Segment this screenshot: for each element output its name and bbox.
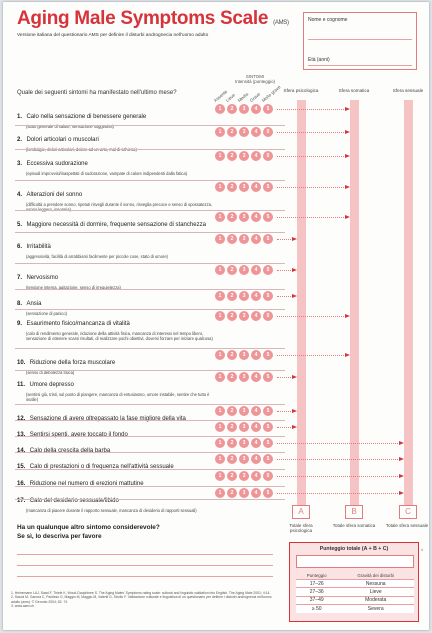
score-option-2[interactable]: 2	[227, 182, 237, 192]
score-option-3[interactable]: 3	[239, 372, 249, 382]
score-option-1[interactable]: 1	[215, 104, 225, 114]
score-option-3[interactable]: 3	[239, 422, 249, 432]
arrow-icon	[399, 491, 404, 495]
score-option-1[interactable]: 1	[215, 291, 225, 301]
score-option-4[interactable]: 4	[251, 350, 261, 360]
score-option-2[interactable]: 2	[227, 311, 237, 321]
arrow-icon	[399, 441, 404, 445]
arrow-icon	[292, 268, 297, 272]
score-option-5[interactable]: 5	[263, 265, 273, 275]
score-option-5[interactable]: 5	[263, 372, 273, 382]
level-assente: Assente	[212, 88, 229, 103]
page-title	[17, 8, 289, 30]
item-note: (sensazione di panico)	[26, 311, 67, 316]
score-option-4[interactable]: 4	[251, 234, 261, 244]
table-row	[296, 596, 414, 604]
score-option-4[interactable]: 4	[251, 265, 261, 275]
score-leader	[277, 187, 346, 188]
row-divider	[15, 452, 285, 453]
table-row	[296, 588, 414, 596]
answer-line-2[interactable]	[17, 565, 273, 566]
score-option-3[interactable]: 3	[239, 406, 249, 416]
row-divider	[15, 289, 285, 290]
score-option-4[interactable]: 4	[251, 438, 261, 448]
score-column-header: Punteggio	[306, 573, 327, 578]
answer-line-3[interactable]	[17, 576, 273, 577]
item-label: Calo nella sensazione di benessere generale	[26, 114, 147, 120]
level-media: Media	[236, 91, 250, 103]
list-item	[17, 455, 217, 473]
item-label: Dolori articolari o muscolari	[26, 137, 99, 143]
column-a	[297, 100, 306, 506]
total-c-letter: C	[399, 505, 417, 519]
item-label: Umore depresso	[29, 382, 74, 388]
score-option-5[interactable]: 5	[263, 471, 273, 481]
score-option-5[interactable]: 5	[263, 291, 273, 301]
score-option-4[interactable]: 4	[251, 488, 261, 498]
score-option-2[interactable]: 2	[227, 488, 237, 498]
item-number: 8.	[17, 301, 23, 307]
item-number: 1.	[17, 114, 23, 120]
name-label: Nome e cognome	[308, 17, 348, 23]
score-option-2[interactable]: 2	[227, 406, 237, 416]
row-divider	[15, 469, 285, 470]
score-option-5[interactable]: 5	[263, 406, 273, 416]
score-option-4[interactable]: 4	[251, 406, 261, 416]
score-option-1[interactable]: 1	[215, 182, 225, 192]
item-label: Nervosismo	[26, 275, 59, 281]
item-number: 9.	[17, 321, 23, 327]
symptoms-subtitle: Intensità (punteggio)	[234, 79, 276, 84]
item-label: Sentirsi spenti, avere toccato il fondo	[29, 432, 128, 438]
arrow-icon	[292, 375, 297, 379]
other-symptoms-question	[17, 523, 160, 541]
item-label: Maggiore necessità di dormire, frequente sensazione di stanchezza	[26, 222, 206, 228]
level-grave: Grave	[248, 91, 262, 103]
score-option-4[interactable]: 4	[251, 182, 261, 192]
item-label: Sensazione di avere oltrepassato la fase migliore della vita	[29, 416, 186, 422]
score-option-1[interactable]: 1	[215, 471, 225, 481]
sphere-sexual: Sfera sessuale	[392, 88, 424, 93]
row-divider	[15, 149, 285, 150]
score-option-1[interactable]: 1	[215, 234, 225, 244]
score-option-5[interactable]: 5	[263, 127, 273, 137]
score-leader	[277, 459, 400, 460]
total-a-letter: A	[292, 505, 310, 519]
arrow-icon	[345, 353, 350, 357]
score-option-2[interactable]: 2	[227, 127, 237, 137]
arrow-icon	[345, 130, 350, 134]
score-option-5[interactable]: 5	[263, 104, 273, 114]
score-option-4[interactable]: 4	[251, 454, 261, 464]
arrow-icon	[345, 107, 350, 111]
item-number: 10.	[17, 360, 26, 366]
score-leader	[277, 443, 400, 444]
score-option-2[interactable]: 2	[227, 212, 237, 222]
reference-1: 1. Heinemann LAJ, Saad F, Thiele K, Wood-Dauphinee S. The Aging Males' Symptoms rating scale: cultural and linguistic validation into English. The Aging Male 2001; 4:14-	[11, 591, 271, 595]
other-symptoms-line2: Se sì, lo descriva per favore	[17, 533, 102, 540]
score-option-1[interactable]: 1	[215, 454, 225, 464]
score-option-1[interactable]: 1	[215, 350, 225, 360]
severity-table	[296, 572, 414, 613]
score-option-3[interactable]: 3	[239, 311, 249, 321]
score-option-5[interactable]: 5	[263, 438, 273, 448]
score-option-2[interactable]: 2	[227, 104, 237, 114]
list-item	[17, 373, 217, 402]
total-score-field[interactable]	[296, 555, 414, 568]
score-option-3[interactable]: 3	[239, 212, 249, 222]
item-number: 13.	[17, 432, 26, 438]
sphere-somatic: Sfera somatica	[338, 88, 370, 93]
age-label: Età (anni)	[308, 57, 330, 63]
score-option-1[interactable]: 1	[215, 422, 225, 432]
arrow-icon	[292, 425, 297, 429]
item-label: Riduzione della forza muscolare	[29, 360, 116, 366]
sphere-psychological: Sfera psicologica	[283, 88, 319, 93]
title-suffix: (AMS)	[273, 20, 289, 26]
list-item	[17, 489, 217, 513]
score-option-5[interactable]: 5	[263, 151, 273, 161]
name-line[interactable]	[308, 39, 412, 40]
score-option-3[interactable]: 3	[239, 471, 249, 481]
score-range: 17–26	[296, 580, 337, 588]
score-leader	[277, 217, 346, 218]
item-label: Esaurimento fisico/mancanza di vitalità	[26, 321, 130, 327]
row-divider	[15, 263, 285, 264]
item-number: 12.	[17, 416, 26, 422]
score-option-3[interactable]: 3	[239, 438, 249, 448]
score-option-3[interactable]: 3	[239, 350, 249, 360]
item-number: 3.	[17, 161, 23, 167]
score-option-2[interactable]: 2	[227, 234, 237, 244]
score-option-1[interactable]: 1	[215, 438, 225, 448]
column-b	[350, 100, 359, 506]
score-option-3[interactable]: 3	[239, 151, 249, 161]
score-option-5[interactable]: 5	[263, 311, 273, 321]
item-note: (stato generale di salute, sensazione soggettiva)	[26, 124, 114, 129]
item-label: Irritabilità	[26, 244, 51, 250]
item-number: 16.	[17, 481, 26, 487]
list-item	[17, 351, 217, 375]
item-label: Eccessiva sudorazione	[26, 161, 88, 167]
arrow-icon	[345, 215, 350, 219]
severity-level: Moderata	[337, 596, 414, 604]
total-a-label: Totale sfera psicologica	[289, 523, 313, 534]
item-number: 5.	[17, 222, 23, 228]
score-leader	[277, 132, 346, 133]
score-leader	[277, 156, 346, 157]
arrow-icon	[345, 185, 350, 189]
row-divider	[15, 309, 285, 310]
item-note: (mancanza di piacere durante il rapporto sessuale, mancanza di desiderio di rapporti sessuali)	[26, 508, 197, 513]
list-item	[17, 312, 217, 341]
item-label: Alterazioni del sonno	[26, 192, 83, 198]
score-leader	[277, 296, 293, 297]
column-c	[404, 100, 413, 506]
score-option-2[interactable]: 2	[227, 471, 237, 481]
row-divider	[15, 404, 285, 405]
score-option-3[interactable]: 3	[239, 488, 249, 498]
score-option-4[interactable]: 4	[251, 212, 261, 222]
arrow-icon	[292, 237, 297, 241]
score-option-1[interactable]: 1	[215, 488, 225, 498]
score-leader	[277, 316, 346, 317]
list-item	[17, 152, 217, 176]
score-option-2[interactable]: 2	[227, 422, 237, 432]
item-note: (calo di rendimento generale, riduzione della attività fisica, mancanza di interessi nel tempo libero, sensazione di ottenere scarsi risultati, di realizzare pochi obiettivi, doversi forzare per iniziare qualcosa)	[26, 331, 213, 341]
row-divider	[15, 436, 285, 437]
page-number: 4	[420, 547, 423, 552]
severity-level: Lieve	[337, 588, 414, 596]
item-label: Riduzione nel numero di erezioni mattutine	[29, 481, 144, 487]
level-lieve: Lieve	[224, 92, 237, 103]
list-item	[17, 266, 217, 290]
table-row	[296, 580, 414, 588]
item-note: (senso di debolezza fisica)	[26, 370, 75, 375]
questionnaire-page	[3, 2, 429, 630]
score-option-1[interactable]: 1	[215, 406, 225, 416]
score-option-2[interactable]: 2	[227, 454, 237, 464]
list-item	[17, 183, 217, 212]
item-number: 4.	[17, 192, 23, 198]
score-option-4[interactable]: 4	[251, 471, 261, 481]
score-option-1[interactable]: 1	[215, 265, 225, 275]
score-option-5[interactable]: 5	[263, 212, 273, 222]
references	[11, 591, 281, 608]
score-option-5[interactable]: 5	[263, 182, 273, 192]
item-number: 7.	[17, 275, 23, 281]
item-number: 6.	[17, 244, 23, 250]
score-option-2[interactable]: 2	[227, 291, 237, 301]
level-molto-grave: Molto grave	[260, 84, 282, 103]
arrow-icon	[292, 294, 297, 298]
item-note: (episodi improvvisi/inaspettati di sudorazione, vampate di calore indipendenti dalla fatica)	[26, 171, 188, 176]
item-number: 17.	[17, 498, 26, 504]
item-note: (sentirsi giù, tristi, sul punto di piangere, mancanza di entusiasmo, umore instabile, sentire che tutto è inutile)	[26, 392, 210, 402]
item-label: Ansia	[26, 301, 42, 307]
total-c-label: Totale sfera sessuale	[385, 523, 429, 528]
item-note: (tensione interna, agitazione, senso di irrequietezza)	[26, 285, 121, 290]
score-leader	[277, 239, 293, 240]
age-line[interactable]	[308, 65, 412, 66]
score-option-1[interactable]: 1	[215, 372, 225, 382]
score-option-5[interactable]: 5	[263, 350, 273, 360]
main-question: Quale dei seguenti sintomi ha manifestato nell'ultimo mese?	[17, 90, 177, 96]
item-number: 11.	[17, 382, 26, 388]
score-range: 27–36	[296, 588, 337, 596]
row-divider	[15, 348, 285, 349]
row-divider	[15, 125, 285, 126]
score-leader	[277, 411, 293, 412]
list-item	[17, 213, 217, 231]
score-option-1[interactable]: 1	[215, 311, 225, 321]
score-option-4[interactable]: 4	[251, 291, 261, 301]
arrow-icon	[399, 474, 404, 478]
list-item	[17, 235, 217, 259]
score-leader	[277, 427, 293, 428]
score-option-1[interactable]: 1	[215, 212, 225, 222]
score-option-2[interactable]: 2	[227, 372, 237, 382]
score-option-2[interactable]: 2	[227, 151, 237, 161]
total-score-box	[289, 542, 419, 622]
arrow-icon	[345, 154, 350, 158]
score-option-3[interactable]: 3	[239, 182, 249, 192]
row-divider	[15, 232, 285, 233]
title-text: Aging Male Symptoms Scale	[17, 8, 269, 29]
reference-2: 2. Saccà M, Garcea C, Paolisso G, Maggio M, Maggio M, Valenti G, Strollo F. Validazione culturale e linguistica di un questionario per definire i disturbi andrognecia nell'uomo adulto (ams). © Geronto 2004; 52: 74	[11, 595, 272, 604]
score-option-4[interactable]: 4	[251, 372, 261, 382]
score-option-2[interactable]: 2	[227, 350, 237, 360]
row-divider	[15, 370, 285, 371]
item-note: (difficoltà a prendere sonno, ripetuti risvegli durante il sonno, risveglia precoce e senso di spossatezza, sonno leggero, insonnia)	[26, 202, 213, 212]
total-b-label: Totale sfera somatica	[332, 523, 376, 528]
score-option-3[interactable]: 3	[239, 127, 249, 137]
score-leader	[277, 270, 293, 271]
item-label: Calo di prestazioni o di frequenza nell'attività sessuale	[29, 464, 174, 470]
item-number: 15.	[17, 464, 26, 470]
item-number: 14.	[17, 448, 26, 454]
score-option-2[interactable]: 2	[227, 265, 237, 275]
score-leader	[277, 355, 346, 356]
subtitle: Versione italiana del questionario AMS per definire il disturbi andrognecia nell'uomo adulto	[17, 33, 209, 38]
arrow-icon	[399, 457, 404, 461]
severity-level: Severa	[337, 605, 414, 613]
row-divider	[15, 486, 285, 487]
score-option-4[interactable]: 4	[251, 104, 261, 114]
score-range: ≥ 50	[296, 605, 337, 613]
item-note: (lombalgie, dolori articolari, dolore ad un arto, mal di schiena)	[26, 147, 137, 152]
score-option-3[interactable]: 3	[239, 265, 249, 275]
row-divider	[15, 499, 285, 500]
score-option-1[interactable]: 1	[215, 151, 225, 161]
severity-level: Nessuna	[337, 580, 414, 588]
list-item	[17, 472, 217, 490]
table-row	[296, 605, 414, 613]
row-divider	[15, 420, 285, 421]
score-leader	[277, 476, 400, 477]
item-label: Calo del desiderio sessuale/libido	[29, 498, 119, 504]
other-symptoms-line1: Ha un qualunque altro sintomo considerevole?	[17, 524, 160, 531]
score-leader	[277, 377, 293, 378]
score-option-1[interactable]: 1	[215, 127, 225, 137]
score-option-4[interactable]: 4	[251, 422, 261, 432]
score-option-5[interactable]: 5	[263, 488, 273, 498]
symptoms-header	[225, 74, 285, 84]
arrow-icon	[292, 409, 297, 413]
score-option-3[interactable]: 3	[239, 234, 249, 244]
answer-line-1[interactable]	[17, 554, 273, 555]
score-leader	[277, 109, 346, 110]
severity-column-header: Gravità dei disturbi	[357, 573, 394, 578]
score-range: 37–49	[296, 596, 337, 604]
score-option-2[interactable]: 2	[227, 438, 237, 448]
total-b-letter: B	[345, 505, 363, 519]
item-note: (aggressività, facilità di arrabbiarsi facilmente per piccole cose, stato di umore)	[26, 254, 168, 259]
reference-3: 3. www.aam.ch	[11, 603, 34, 608]
score-option-4[interactable]: 4	[251, 311, 261, 321]
score-option-5[interactable]: 5	[263, 422, 273, 432]
symptoms-title: SINTOMI	[245, 74, 265, 79]
row-divider	[15, 210, 285, 211]
score-option-4[interactable]: 4	[251, 127, 261, 137]
score-leader	[277, 493, 400, 494]
score-option-3[interactable]: 3	[239, 291, 249, 301]
score-option-4[interactable]: 4	[251, 151, 261, 161]
arrow-icon	[345, 314, 350, 318]
score-option-5[interactable]: 5	[263, 234, 273, 244]
item-label: Calo della crescita della barba	[29, 448, 111, 454]
item-number: 2.	[17, 137, 23, 143]
score-option-5[interactable]: 5	[263, 454, 273, 464]
total-score-title: Punteggio totale (A + B + C)	[319, 546, 389, 552]
score-option-3[interactable]: 3	[239, 104, 249, 114]
score-option-3[interactable]: 3	[239, 454, 249, 464]
patient-info-box	[303, 12, 417, 70]
row-divider	[15, 180, 285, 181]
